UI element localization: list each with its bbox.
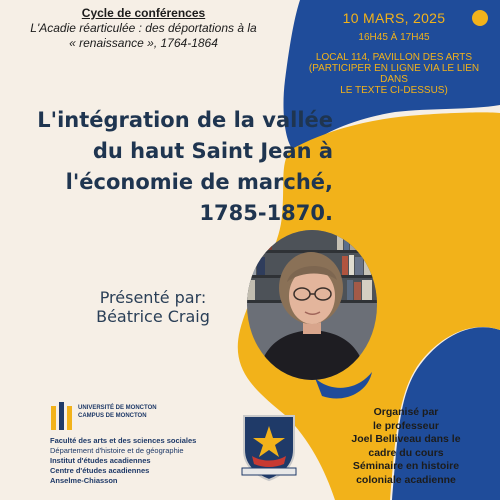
event-date: 10 MARS, 2025	[342, 10, 446, 26]
organizer-line6: coloniale acadienne	[356, 473, 456, 486]
presenter-name: Béatrice Craig	[96, 307, 210, 326]
event-location-line1: LOCAL 114, PAVILLON DES ARTS	[315, 52, 473, 63]
presenter-block	[68, 288, 238, 326]
affiliation-item: Département d'histoire et de géographie	[50, 446, 184, 455]
event-info	[303, 10, 485, 96]
talk-title	[8, 105, 333, 229]
talk-title-line1: L'intégration de la vallée	[37, 108, 333, 132]
event-location-line3: LE TEXTE CI-DESSUS)	[340, 85, 448, 96]
crest-emblem-icon	[238, 412, 300, 482]
organizer-line2: le professeur	[373, 419, 439, 432]
university-name: UNIVERSITÉ DE MONCTON	[78, 405, 157, 411]
umc-flame-icon	[50, 400, 74, 432]
talk-title-line2: du haut Saint Jean à	[92, 139, 333, 163]
cycle-subtitle-line2: « renaissance », 1764-1864	[69, 36, 218, 50]
presenter-label: Présenté par:	[99, 288, 207, 307]
affiliation-item: Faculté des arts et des sciences sociales	[50, 436, 197, 445]
affiliation-item: Centre d'études acadiennes	[50, 466, 150, 475]
organizer-line5: Séminaire en histoire	[352, 460, 460, 472]
event-time: 16H45 À 17H45	[358, 32, 430, 43]
affiliations-list	[50, 436, 250, 486]
affiliation-item: Anselme-Chiasson	[50, 476, 118, 485]
organizer-line4: cadre du cours	[368, 446, 444, 459]
organizer-block	[336, 406, 476, 487]
presenter-photo	[247, 230, 377, 380]
university-campus: CAMPUS DE MONCTON	[78, 413, 147, 419]
cycle-title: Cycle de conférences	[81, 6, 206, 20]
organizer-line3: Joel Belliveau dans le	[351, 433, 461, 445]
affiliation-item: Institut d'études acadiennes	[50, 456, 151, 465]
talk-title-line3: l'économie de marché,	[65, 170, 333, 194]
organizer-line1: Organisé par	[373, 406, 439, 418]
cycle-header	[16, 6, 271, 51]
event-location-line2: (PARTICIPER EN LIGNE VIA LE LIEN DANS	[308, 63, 480, 85]
cycle-subtitle-line1: L'Acadie réarticulée : des déportations à la	[30, 21, 257, 35]
talk-title-line4: 1785-1870.	[199, 201, 333, 225]
